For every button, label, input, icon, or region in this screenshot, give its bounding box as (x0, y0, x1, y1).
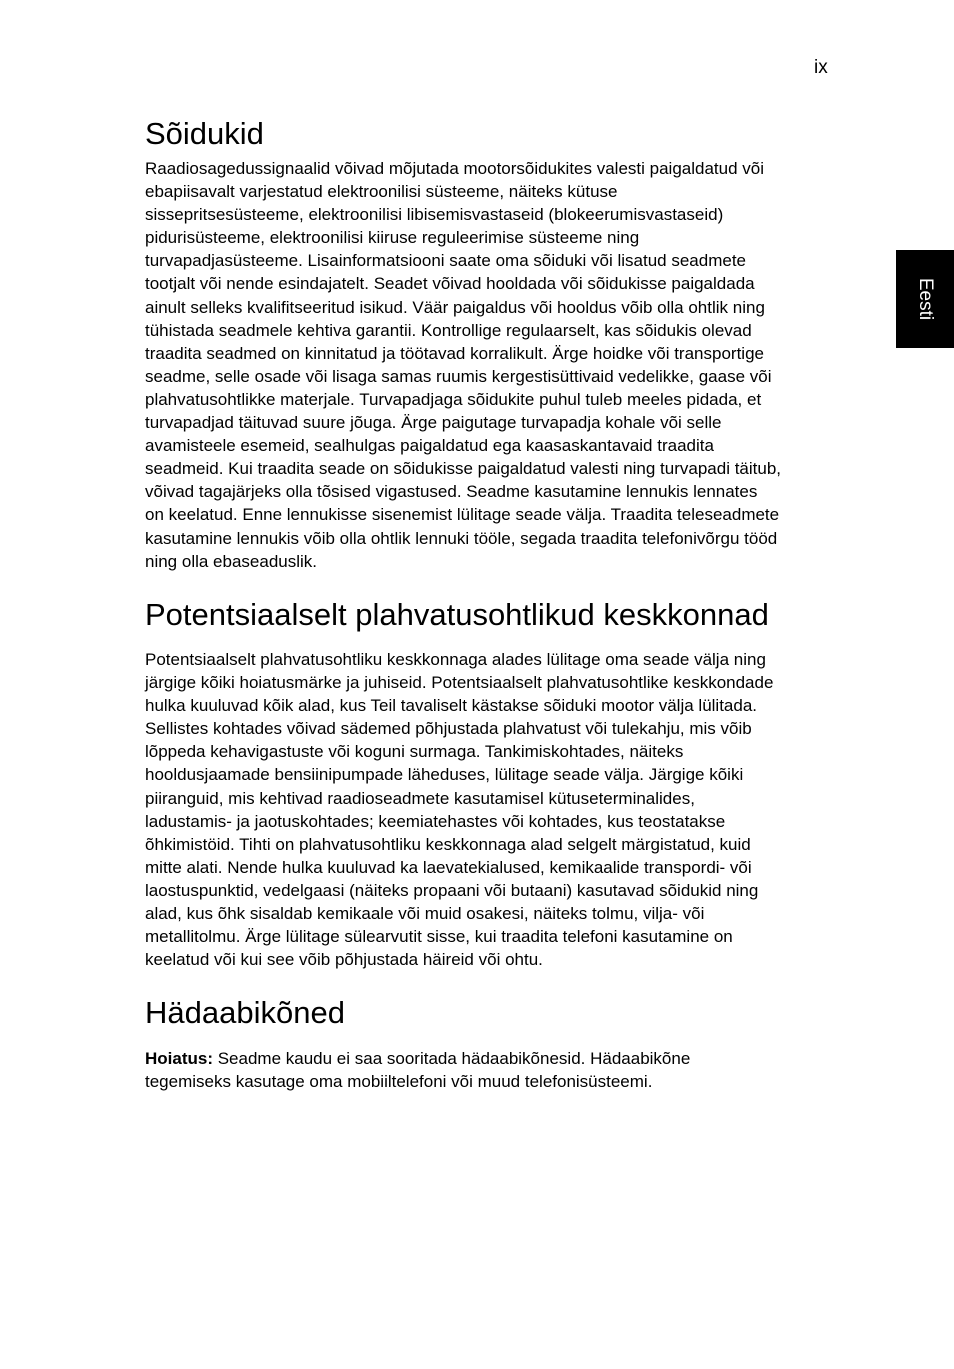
text-line: võivad tagajärjeks olla tõsised vigastused. Seadme kasutamine lennukis lennates (145, 482, 758, 502)
text-line: Raadiosagedussignaalid võivad mõjutada mootorsõidukites valesti paigaldatud või (145, 159, 764, 178)
text-line: metallitolmu. Ärge lülitage sülearvutit sisse, kui traadita telefoni kasutamine on (145, 927, 733, 947)
text-line: plahvatusohtlikke materjale. Turvapadjaga sõidukite puhul tuleb meeles pidada, et (145, 389, 762, 409)
text-line: traadita seadmed on kinnitatud ja töötavad korralikult. Ärge hoidke või transportige (145, 343, 764, 363)
warning-text: Seadme kaudu ei saa sooritada hädaabikõnesid. Hädaabikõne (213, 1049, 691, 1068)
warning-label: Hoiatus: (145, 1049, 213, 1068)
text-line: ainult selleks kvalifitseeritud isikud. Väär paigaldus või hooldus võib olla ohtlik ning (145, 297, 765, 317)
text-line: ladustamis- ja jaotuskohtades; keemiatehastes või kohtades, kus teostatakse (145, 811, 726, 831)
text-line: seadme, selle osade või lisaga samas ruumis kergestisüttivaid vedelikke, gaase või (145, 366, 772, 386)
section-heading-emergency-calls: Hädaabikõned (145, 995, 345, 1030)
text-line: sissepritsesüsteeme, elektroonilisi libisemisvastaseid (blokeerumisvastaseid) (145, 205, 724, 225)
text-line: hooldusjaamade bensiinipumpade läheduses, lülitage seade välja. Järgige kõiki (145, 765, 744, 785)
section-heading-explosive-environments: Potentsiaalselt plahvatusohtlikud keskkonnad (145, 597, 769, 632)
text-line: pidurisüsteeme, elektroonilisi kiiruse reguleerimise süsteeme ning (145, 228, 640, 248)
text-line: alad, kus õhk sisaldab kemikaale või muid osakesi, näiteks tolmu, vilja- või (145, 904, 705, 924)
text-line: on keelatud. Enne lennukisse sisenemist lülitage seade välja. Traadita teleseadmete (145, 505, 780, 525)
warning-line (145, 1047, 835, 1070)
text-line: tegemiseks kasutage oma mobiiltelefoni või muud telefonisüsteemi. (145, 1072, 653, 1092)
text-line: hulka kuuluvad kõik alad, kus Teil tavaliselt kästakse sõiduki mootor välja lülitada. (145, 696, 758, 716)
text-line: avamisteele esemeid, sealhulgas paigaldatud ega kaasaskantavaid traadita (145, 436, 714, 456)
text-line: järgige kõiki hoiatusmärke ja juhiseid. Potentsiaalselt plahvatusohtlike keskkondade (145, 673, 774, 693)
text-line: laostuspunktid, vedelgaasi (näiteks propaani või butaani) kasutavad sõidukid ning (145, 880, 759, 900)
section-heading-vehicles: Sõidukid (145, 116, 264, 151)
text-line: ning olla ebaseaduslik. (145, 551, 318, 571)
page-number: ix (814, 57, 828, 78)
text-line: lõppeda kehavigastuste või koguni surmaga. Tankimiskohtades, näiteks (145, 742, 684, 762)
language-tab-label: Eesti (915, 277, 936, 321)
section-body-emergency-calls (145, 1047, 835, 1093)
text-line: turvapadjasüsteeme. Lisainformatsiooni saate oma sõiduki või lisatud seadmete (145, 251, 746, 271)
text-line: Potentsiaalselt plahvatusohtliku keskkonnaga alades lülitage oma seade välja ning (145, 650, 766, 669)
text-line: keelatud või kui see võib põhjustada häireid või ohtu. (145, 950, 543, 970)
text-line: piiranguid, mis kehtivad raadioseadmete kasutamisel kütuseterminalides, (145, 788, 695, 808)
section-body-explosive-environments (145, 648, 835, 971)
text-line: Sellistes kohtades võivad sädemed põhjustada plahvatust või tulekahju, mis võib (145, 719, 752, 739)
text-line: kasutamine lennukis võib olla ohtlik lennuki tööle, segada traadita telefonivõrgu tööd (145, 528, 778, 548)
text-line: ebapiisavalt varjestatud elektroonilisi süsteeme, näiteks kütuse (145, 182, 618, 202)
section-body-vehicles (145, 157, 835, 573)
text-line: mitte alati. Nende hulka kuuluvad ka laevatekialused, kemikaalide transpordi- või (145, 857, 752, 877)
text-line: tootjalt või nende esindajatelt. Seadet võivad hooldada või sõidukisse paigaldada (145, 274, 755, 294)
text-line: õhkimistöid. Tihti on plahvatusohtliku keskkonnaga alad selgelt märgistatud, kuid (145, 834, 751, 854)
text-line: turvapadjad täituvad suure jõuga. Ärge paigutage turvapadja kohale või selle (145, 413, 722, 433)
text-line: tühistada seadmele kehtiva garantii. Kontrollige regulaarselt, kas sõidukis olevad (145, 320, 752, 340)
language-tab (896, 250, 954, 348)
text-line: seadmeid. Kui traadita seade on sõidukisse paigaldatud valesti ning turvapadi täitub, (145, 459, 782, 479)
